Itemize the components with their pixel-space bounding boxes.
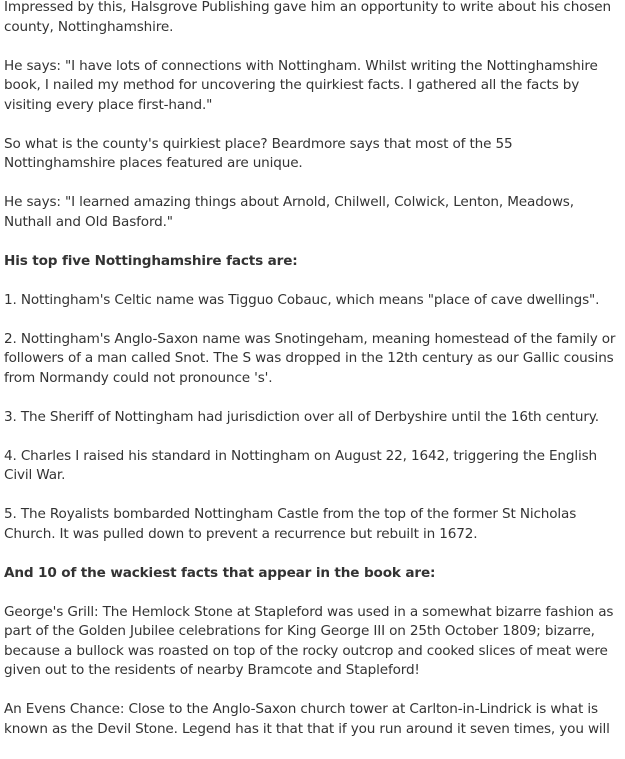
paragraph-quote-places: He says: "I learned amazing things about Arnold, Chilwell, Colwick, Lenton, Meadows, Nuthall and Old Basford." <box>4 194 574 230</box>
wacky-fact-georges-grill: George's Grill: The Hemlock Stone at Stapleford was used in a somewhat bizarre fashion as part of the Golden Jubilee celebrations for King George III on 25th October 1809; bizarre, because a bullock was roasted on top of the rocky outcrop and cooked slices of meat were given out to the residents of nearby Bramcote and Stapleford! <box>4 603 614 678</box>
fact-4: 4. Charles I raised his standard in Nottingham on August 22, 1642, triggering the English Civil War. <box>4 447 598 483</box>
paragraph-quirkiest-place: So what is the county's quirkiest place? Beardmore says that most of the 55 Nottinghamshire places featured are unique. <box>4 135 513 171</box>
fact-3: 3. The Sheriff of Nottingham had jurisdiction over all of Derbyshire until the 16th century. <box>4 408 599 425</box>
article-body <box>4 0 622 759</box>
heading-top-five: His top five Nottinghamshire facts are: <box>4 252 298 269</box>
wacky-fact-evens-chance: An Evens Chance: Close to the Anglo-Saxon church tower at Carlton-in-Lindrick is what is known as the Devil Stone. Legend has it that that if you run around it seven times, you will <box>4 701 610 737</box>
paragraph-quote-connections: He says: "I have lots of connections with Nottingham. Whilst writing the Nottinghamshire book, I nailed my method for uncovering the quirkiest facts. I gathered all the facts by visiting every place first-hand." <box>4 57 598 113</box>
heading-wackiest-facts: And 10 of the wackiest facts that appear in the book are: <box>4 564 436 581</box>
fact-1: 1. Nottingham's Celtic name was Tigguo Cobauc, which means "place of cave dwellings". <box>4 291 600 308</box>
fact-2: 2. Nottingham's Anglo-Saxon name was Snotingeham, meaning homestead of the family or followers of a man called Snot. The S was dropped in the 12th century as our Gallic cousins from Normandy could not pronounce 's'. <box>4 330 616 386</box>
fact-5: 5. The Royalists bombarded Nottingham Castle from the top of the former St Nicholas Church. It was pulled down to prevent a recurrence but rebuilt in 1672. <box>4 506 577 542</box>
paragraph-intro: Impressed by this, Halsgrove Publishing gave him an opportunity to write about his chosen county, Nottinghamshire. <box>4 0 611 35</box>
